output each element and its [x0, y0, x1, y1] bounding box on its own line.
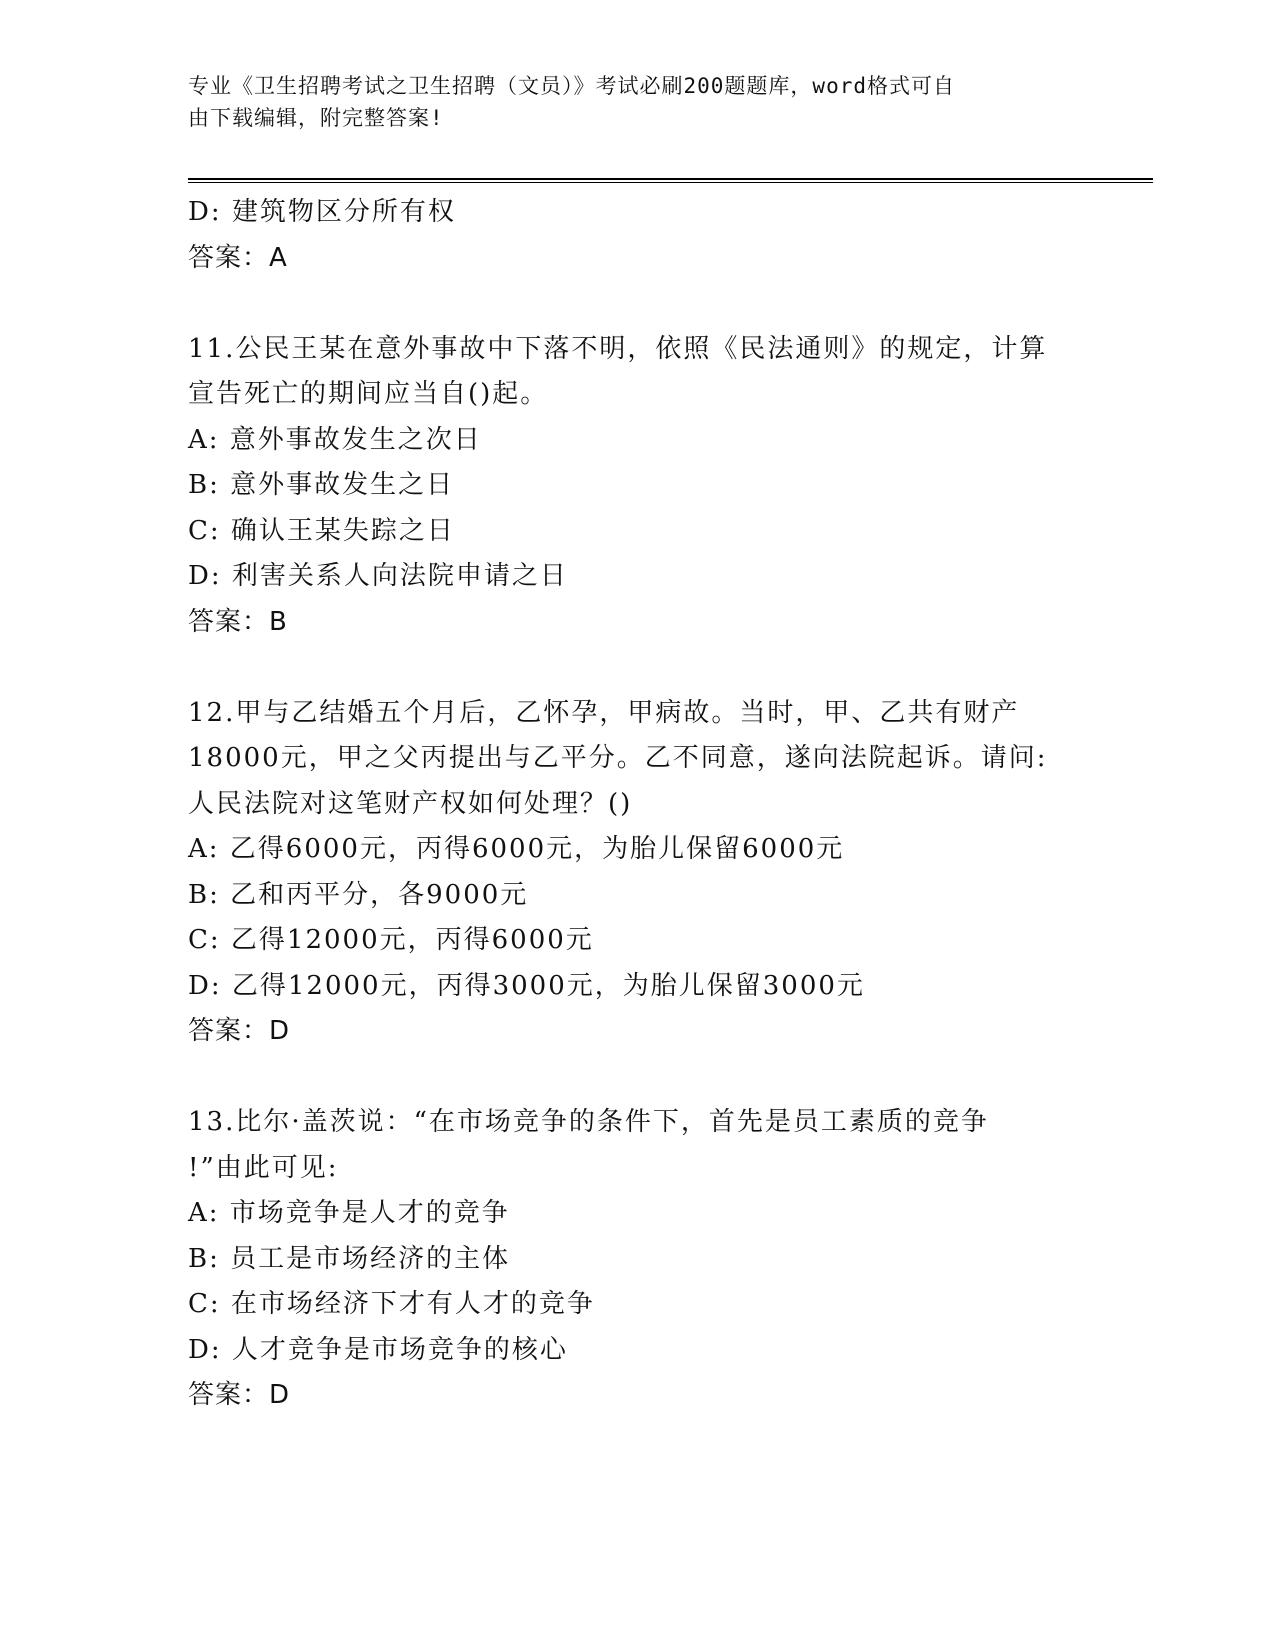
option-d: D: 建筑物区分所有权 [188, 197, 456, 227]
question-stem: 宣告死亡的期间应当自()起。 [188, 379, 549, 409]
option-b: B: 员工是市场经济的主体 [188, 1243, 511, 1274]
question-11 [188, 327, 1088, 646]
answer: 答案：A [188, 242, 288, 273]
question-list [188, 190, 1088, 1419]
question-stem: !”由此可见: [188, 1152, 339, 1183]
question-12 [188, 691, 1088, 1055]
header-divider-thick [188, 178, 1153, 180]
question-stem: 13.比尔·盖茨说：“在市场竞争的条件下，首先是员工素质的竞争 [188, 1107, 989, 1137]
question-13 [188, 1100, 1088, 1419]
header-line-1: 专业《卫生招聘考试之卫生招聘（文员）》考试必刷200题题库，word格式可自 [188, 74, 955, 98]
header-divider-thin [188, 182, 1153, 183]
question-stem: 11.公民王某在意外事故中下落不明，依照《民法通则》的规定，计算 [188, 333, 1048, 364]
option-c: C: 确认王某失踪之日 [188, 515, 455, 546]
answer: 答案：D [188, 1016, 291, 1046]
option-d: D: 利害关系人向法院申请之日 [188, 561, 568, 591]
option-b: B: 乙和丙平分，各9000元 [188, 879, 529, 910]
option-a: A: 意外事故发生之次日 [188, 424, 482, 455]
header-line-2: 由下载编辑，附完整答案! [188, 106, 444, 130]
question-stem: 18000元，甲之父丙提出与乙平分。乙不同意，遂向法院起诉。请问: [188, 743, 1048, 773]
spacer [188, 645, 1088, 691]
question-10-tail [188, 190, 1088, 281]
option-a: A: 乙得6000元，丙得6000元，为胎儿保留6000元 [188, 834, 845, 864]
option-a: A: 市场竞争是人才的竞争 [188, 1198, 510, 1228]
spacer [188, 1055, 1088, 1101]
question-stem: 12.甲与乙结婚五个月后，乙怀孕，甲病故。当时，甲、乙共有财产 [188, 697, 1020, 728]
option-c: C: 乙得12000元，丙得6000元 [188, 925, 594, 955]
option-d: D: 乙得12000元，丙得3000元，为胎儿保留3000元 [188, 970, 865, 1001]
page-header [188, 70, 1068, 134]
answer: 答案：D [188, 1380, 291, 1410]
option-b: B: 意外事故发生之日 [188, 470, 455, 500]
question-stem: 人民法院对这笔财产权如何处理？() [188, 788, 633, 819]
spacer [188, 281, 1088, 327]
answer: 答案：B [188, 606, 288, 637]
option-c: C: 在市场经济下才有人才的竞争 [188, 1289, 595, 1319]
option-d: D: 人才竞争是市场竞争的核心 [188, 1334, 568, 1365]
